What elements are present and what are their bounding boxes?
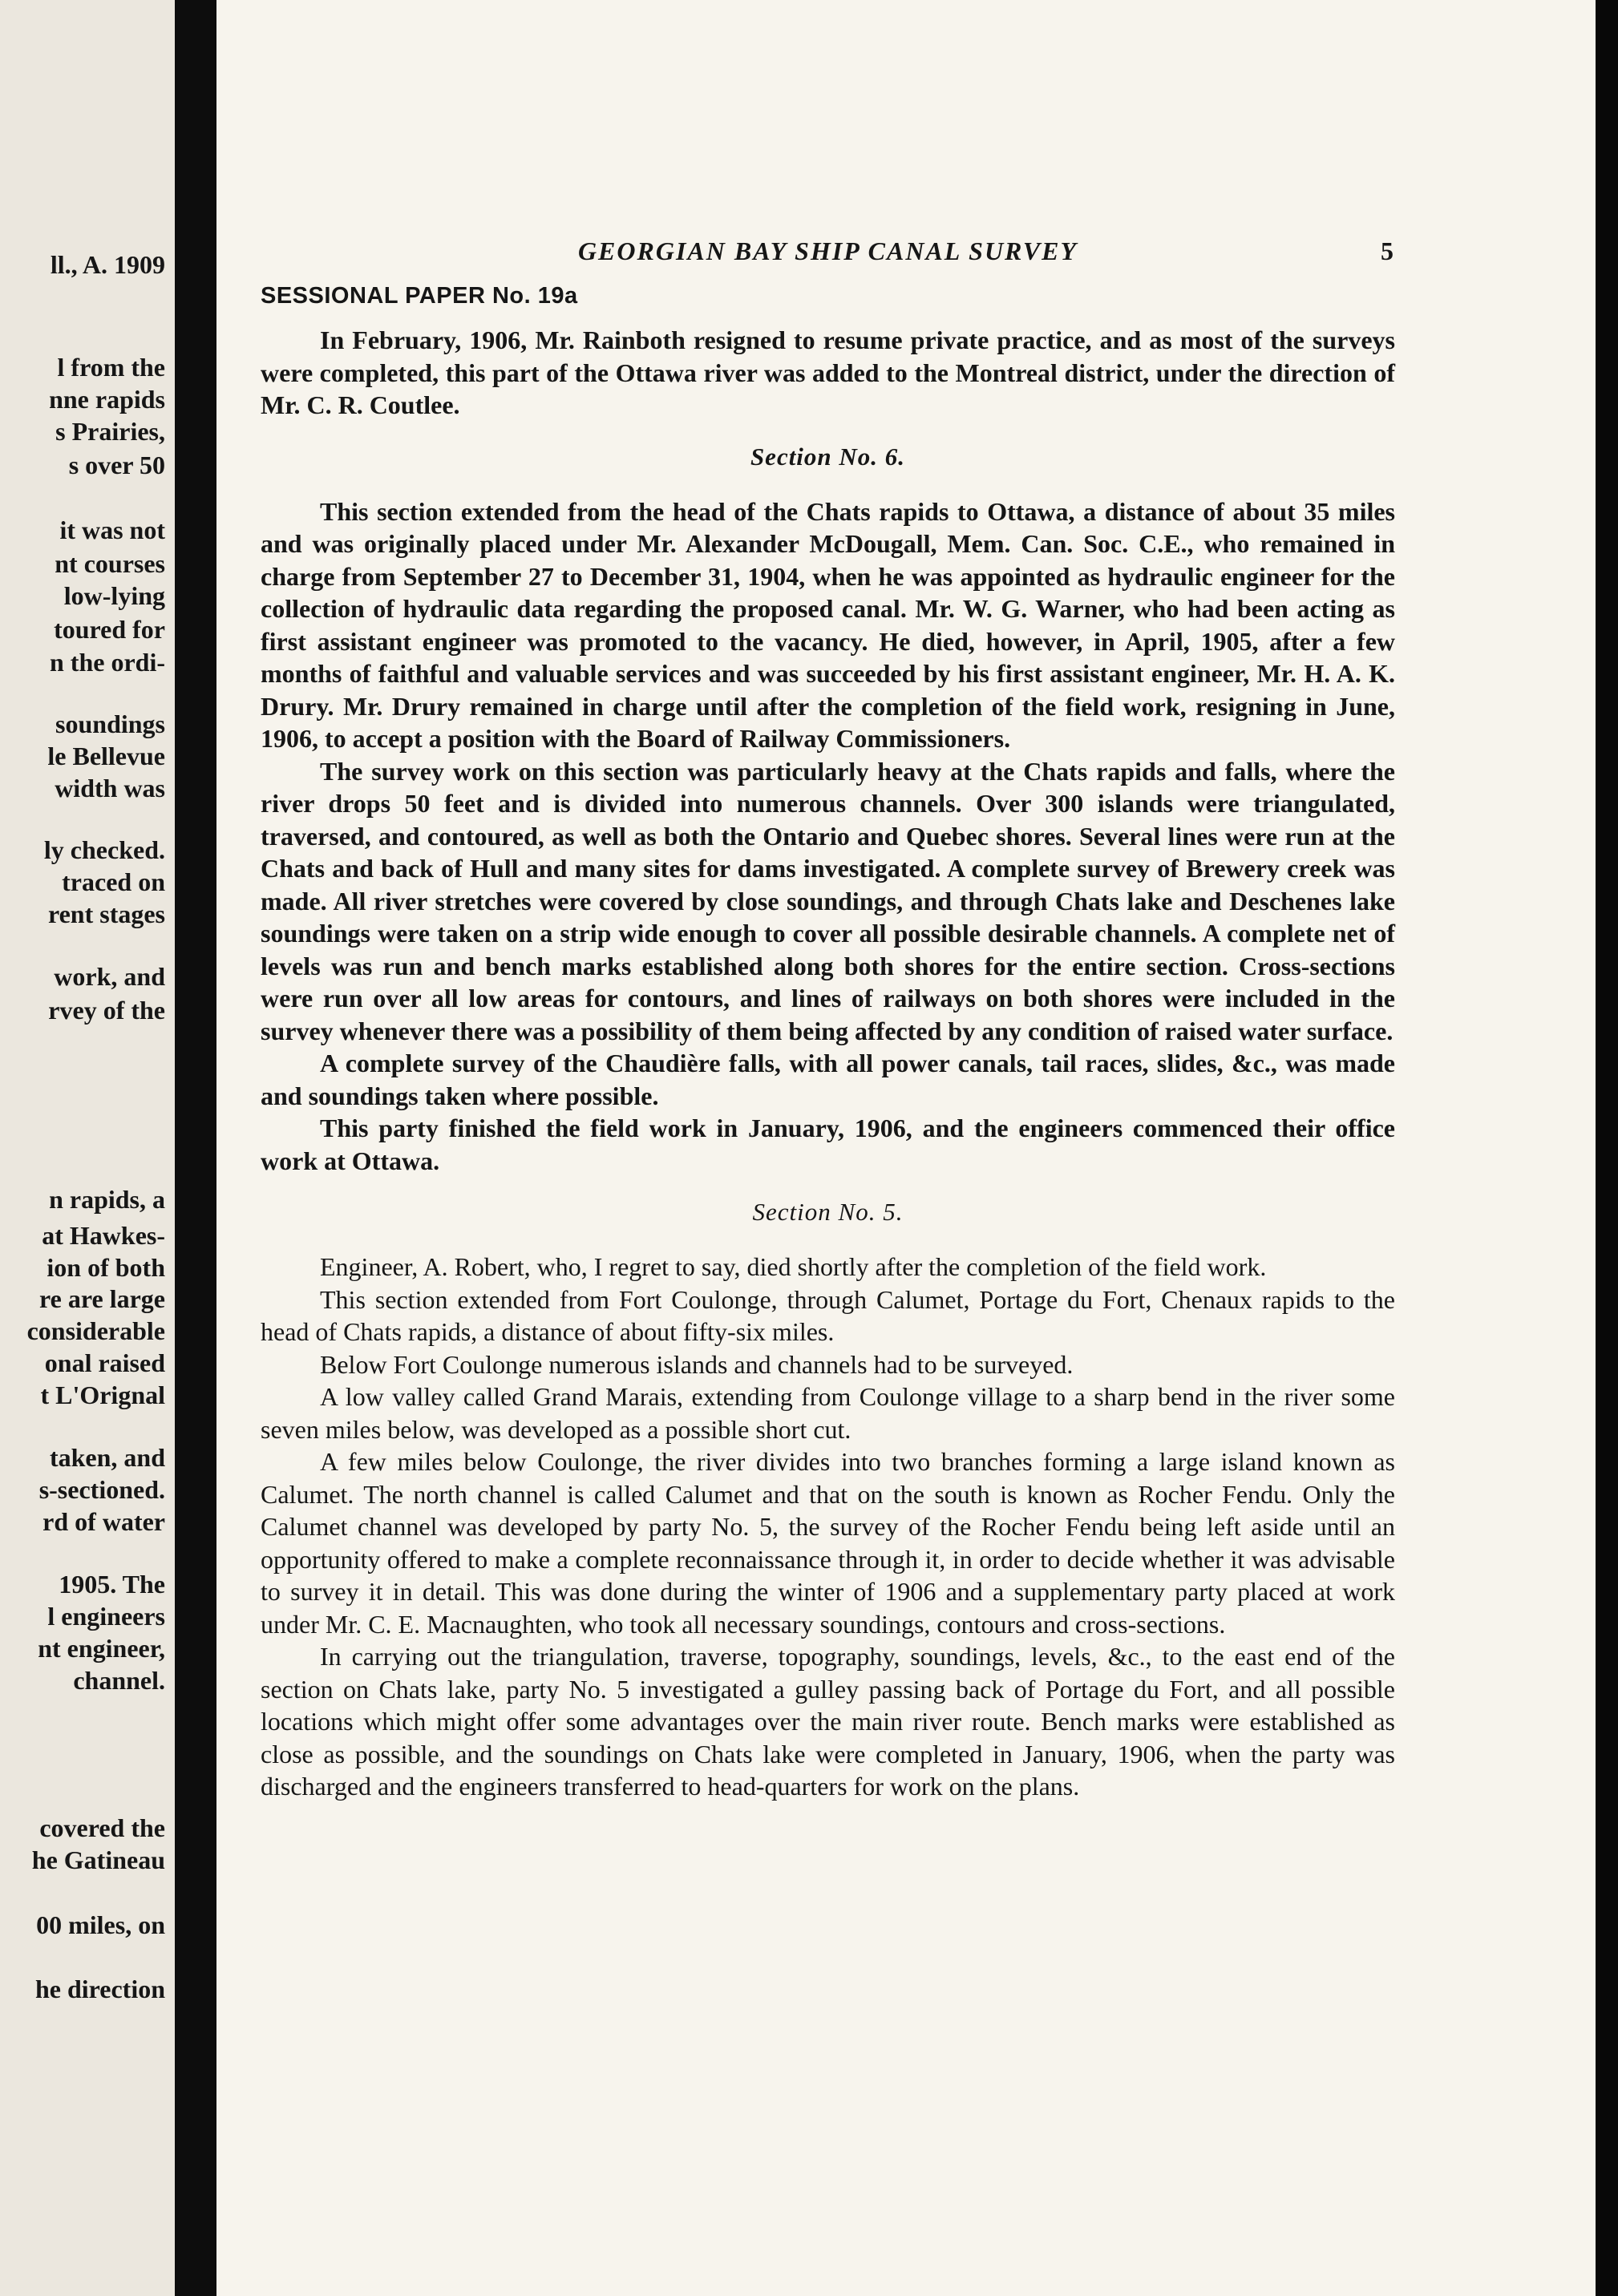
facing-page-line: rd of water	[42, 1507, 165, 1536]
scan-right-edge	[1596, 0, 1618, 2296]
facing-page-line: it was not	[59, 515, 165, 544]
facing-page-line: low-lying	[63, 581, 165, 610]
facing-page-line: toured for	[54, 615, 165, 644]
facing-page-line: onal raised	[44, 1348, 165, 1377]
section-5-paragraph: A few miles below Coulonge, the river divides into two branches forming a large island known as Calumet. The north channel is called Calumet and that on the south is known as Rocher Fendu. Only the Calumet channel was developed by party No. 5, the survey of the Rocher Fendu being left aside until an opportunity offered to make a complete reconnaissance through it, in order to decide whether it was advisable to survey it in detail. This was done during the winter of 1906 and a supplementary party placed at work under Mr. C. E. Macnaughten, who took all necessary soundings, contours and cross-sections.	[261, 1447, 1395, 1639]
facing-page-line: ll., A. 1909	[50, 250, 165, 279]
intro-paragraph: In February, 1906, Mr. Rainboth resigned to resume private practice, and as most of the surveys were completed, this part of the Ottawa river was added to the Montreal district, under the direction of Mr. C. R. Coutlee.	[261, 325, 1395, 419]
facing-page-line: ion of both	[47, 1253, 165, 1282]
facing-page-line: s over 50	[68, 451, 165, 479]
facing-page-line: s Prairies,	[55, 417, 165, 446]
facing-page-line: re are large	[39, 1284, 165, 1313]
facing-page-line: work, and	[54, 962, 165, 991]
facing-page-line: n rapids, a	[49, 1185, 165, 1214]
facing-page-line: n the ordi-	[50, 648, 165, 677]
facing-page-line: nt engineer,	[38, 1634, 165, 1663]
facing-page-line: l from the	[57, 353, 165, 382]
facing-page-line: nne rapids	[49, 385, 165, 414]
facing-page-line: 1905. The	[59, 1570, 165, 1599]
facing-page-line: considerable	[26, 1316, 165, 1345]
facing-page-line: covered the	[39, 1813, 165, 1842]
section-5-paragraph: In carrying out the triangulation, traverse, topography, soundings, levels, &c., to the east end of the section on Chats lake, party No. 5 investigated a gulley passing back of Portage du Fort, and all possible locations which might offer some advantages over the main river route. Bench marks were established as close as possible, and the soundings on Chats lake were completed in January, 1906, when the party was discharged and the engineers transferred to head-quarters for work on the plans.	[261, 1642, 1395, 1801]
facing-page-line: le Bellevue	[47, 742, 165, 770]
section-6-paragraph: This party finished the field work in January, 1906, and the engineers commenced their office work at Ottawa.	[261, 1114, 1395, 1175]
sessional-paper-label: SESSIONAL PAPER No. 19a	[261, 283, 578, 309]
book-gutter	[175, 0, 216, 2296]
page-content	[261, 236, 1395, 1803]
facing-page-line: width was	[55, 774, 165, 802]
facing-page	[0, 0, 175, 2296]
facing-page-line: traced on	[62, 867, 165, 896]
section-6-paragraph: The survey work on this section was particularly heavy at the Chats rapids and falls, where the river drops 50 feet and is divided into numerous channels. Over 300 islands were triangulated, traversed, and contoured, as well as both the Ontario and Quebec shores. Several lines were run at the Chats and back of Hull and many sites for dams investigated. A complete survey of Brewery creek was made. All river stretches were covered by close soundings, and through Chats lake and Deschenes lake soundings were taken on a strip wide enough to cover all possible desirable channels. A complete net of levels was run and bench marks established along both shores for the entire section. Cross-sections were run over all low areas for contours, and lines of railways on both shores were included in the survey whenever there was a possibility of them being affected by any condition of raised water surface.	[261, 756, 1395, 1045]
section-5-paragraph: A low valley called Grand Marais, extending from Coulonge village to a sharp bend in the river some seven miles below, was developed as a possible short cut.	[261, 1382, 1395, 1444]
running-head	[261, 236, 1395, 269]
section-6-heading: Section No. 6.	[750, 442, 906, 471]
facing-page-line: he Gatineau	[31, 1845, 165, 1874]
facing-page-line: t L'Orignal	[40, 1380, 165, 1409]
facing-page-line: soundings	[55, 709, 165, 738]
section-6-paragraph: A complete survey of the Chaudière falls, with all power canals, tail races, slides, &c., was made and soundings taken where possible.	[261, 1049, 1395, 1110]
facing-page-line: l engineers	[47, 1602, 165, 1631]
facing-page-line: ly checked.	[43, 835, 165, 864]
page-number: 5	[1381, 236, 1395, 265]
facing-page-line: at Hawkes-	[42, 1221, 165, 1250]
running-head-title: GEORGIAN BAY SHIP CANAL SURVEY	[577, 236, 1078, 265]
main-page	[216, 0, 1596, 2296]
facing-page-line: he direction	[34, 1975, 165, 2003]
section-5-heading: Section No. 5.	[752, 1198, 904, 1226]
section-5-paragraph: This section extended from Fort Coulonge, through Calumet, Portage du Fort, Chenaux rapids to the head of Chats rapids, a distance of about fifty-six miles.	[261, 1284, 1395, 1346]
facing-page-line: rvey of the	[48, 996, 165, 1025]
section-5-paragraph: Engineer, A. Robert, who, I regret to say, died shortly after the completion of the field work.	[320, 1252, 1267, 1281]
section-5-paragraph: Below Fort Coulonge numerous islands and channels had to be surveyed.	[320, 1349, 1074, 1379]
facing-page-line: 00 miles, on	[36, 1910, 165, 1939]
facing-page-line: nt courses	[55, 549, 165, 578]
facing-page-line: rent stages	[47, 899, 165, 928]
facing-page-line: channel.	[73, 1666, 165, 1695]
facing-page-line: s-sectioned.	[38, 1475, 165, 1504]
facing-page-line: taken, and	[49, 1443, 165, 1472]
section-6-paragraph: This section extended from the head of the Chats rapids to Ottawa, a distance of about 35 miles and was originally placed under Mr. Alexander McDougall, Mem. Can. Soc. C.E., who remained in charge from September 27 to December 31, 1904, when he was appointed as hydraulic engineer for the collection of hydraulic data regarding the proposed canal. Mr. W. G. Warner, who had been acting as first assistant engineer was promoted to the vacancy. He died, however, in April, 1905, after a few months of faithful and valuable services and was succeeded by his first assistant engineer, Mr. H. A. K. Drury. Mr. Drury remained in charge until after the completion of the field work, resigning in June, 1906, to accept a position with the Board of Railway Commissioners.	[261, 496, 1395, 753]
